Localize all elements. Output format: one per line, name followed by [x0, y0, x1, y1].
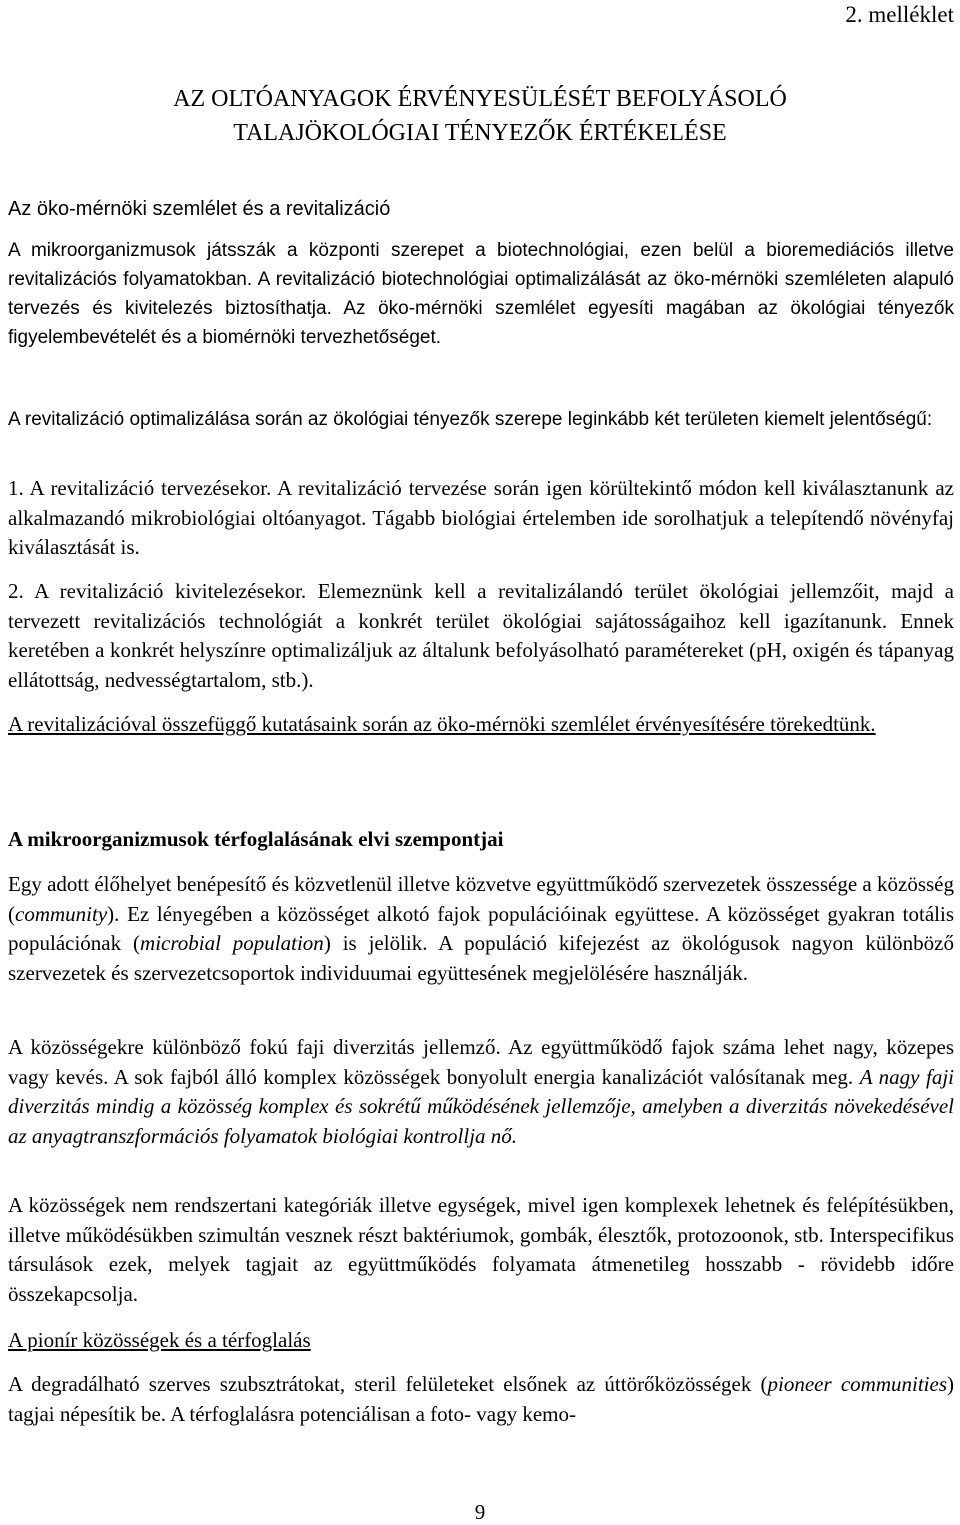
section-1-paragraph-3: 1. A revitalizáció tervezésekor. A revitalizáció tervezése során igen körültekintő módon kell kiválasztanunk az alkalmazandó mikrobiológiai oltóanyagot. Tágabb biológiai értelemben ide sorolhatjuk a telepítendő növényfaj kiválasztását is. — [8, 476, 954, 559]
document-title — [0, 82, 960, 150]
section-2-paragraph-3: A közösségek nem rendszertani kategóriák illetve egységek, mivel igen komplexek lehetnek és felépítésükben, illetve működésükben szimultán vesznek részt baktériumok, gombák, élesztők, protozoonok, stb. Interspecifikus társulások ezek, melyek tagjait az együttműködés folyamata átmenetileg hosszabb - rövidebb időre összekapcsolja. — [8, 1193, 954, 1306]
section-2-paragraph-1 — [8, 870, 954, 988]
section-1-paragraph-2: A revitalizáció optimalizálása során az ökológiai tényezők szerepe leginkább két területen kiemelt jelentőségű: — [8, 409, 933, 430]
term-pioneer-communities: pioneer communities — [767, 1372, 947, 1396]
text-run: ) is jelölik. A populáció kifejezést az ökológusok nagyon különböző szervezetek és szervezetcsoportok individuumai együttesének megjelölésére használják. — [8, 931, 954, 985]
section-2-paragraph-4 — [8, 1370, 954, 1429]
section-1-paragraph-4: 2. A revitalizáció kivitelezésekor. Elemeznünk kell a revitalizálandó terület ökológiai jellemzőit, majd a tervezett revitalizációs technológiát a konkrét terület ökológiai sajátosságaihoz kell igazítanunk. Ennek keretében a konkrét helyszínre optimalizáljuk az általunk befolyásolható paramétereket (pH, oxigén és tápanyag ellátottság, nedvességtartalom, stb.). — [8, 579, 954, 692]
title-line-2: TALAJÖKOLÓGIAI TÉNYEZŐK ÉRTÉKELÉSE — [233, 120, 727, 146]
text-run: A degradálható szerves szubsztrátokat, steril felületeket elsőnek az úttörőközösségek ( — [8, 1372, 768, 1396]
text-run: ) tagjai népesítik be. A térfoglalásra potenciálisan a foto- vagy kemo- — [8, 1372, 954, 1426]
emphasis-text: A nagy faji diverzitás mindig a közösség komplex és sokrétű működésének jellemzője, amelyben a diverzitás növekedésével az anyagtranszformációs folyamatok biológiai kontrollja nő. — [8, 1064, 954, 1148]
section-1-heading: Az öko-mérnöki szemlélet és a revitalizáció — [8, 198, 391, 220]
annex-label: 2. melléklet — [845, 2, 954, 27]
text-run: Egy adott élőhelyet benépesítő és közvetlenül illetve közvetve együttműködő szervezetek összessége a közösség ( — [8, 872, 954, 926]
term-community: community — [15, 901, 108, 926]
page-number: 9 — [474, 1500, 486, 1524]
text-run: A közösségekre különböző fokú faji diverzitás jellemző. Az együttműködő fajok száma lehet nagy, közepes vagy kevés. A sok fajból álló komplex közösségek bonyolult energia kanalizációt valósítanak meg. — [8, 1035, 954, 1089]
sub-heading: A pionír közösségek és a térfoglalás — [8, 1328, 311, 1352]
term-microbial-population: microbial population — [140, 931, 324, 955]
section-1-paragraph-1: A mikroorganizmusok játsszák a központi szerepet a biotechnológiai, ezen belül a bioremediációs illetve revitalizációs folyamatokban. A revitalizáció biotechnológiai optimalizálását az öko-mérnöki szemléleten alapuló tervezés és kivitelezés biztosíthatja. Az öko-mérnöki szemlélet egyesíti magában az ökológiai tényezők figyelembevételét és a biomérnöki tervezhetőséget. — [8, 240, 954, 348]
title-line-1: AZ OLTÓANYAGOK ÉRVÉNYESÜLÉSÉT BEFOLYÁSOLÓ — [173, 86, 787, 112]
section-2-heading: A mikroorganizmusok térfoglalásának elvi szempontjai — [8, 827, 504, 851]
section-1-paragraph-5: A revitalizációval összefüggő kutatásaink során az öko-mérnöki szemlélet érvényesítésére törekedtünk. — [8, 712, 876, 736]
section-2-paragraph-2 — [8, 1033, 954, 1151]
text-run: ). Ez lényegében a közösséget alkotó fajok populációinak együttese. A közösséget gyakran totális populációnak ( — [8, 901, 954, 955]
